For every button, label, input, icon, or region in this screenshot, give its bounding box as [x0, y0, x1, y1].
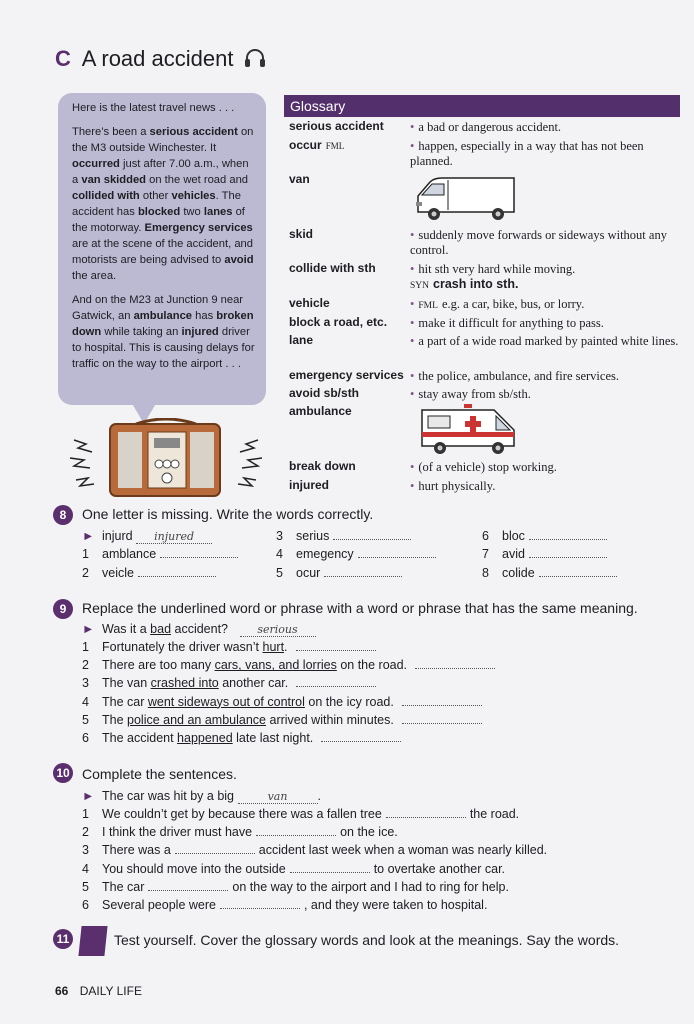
example-answer: injured — [136, 530, 212, 544]
key-term: serious accident — [149, 126, 238, 138]
misspelled-word: colide — [502, 566, 535, 580]
key-term: vehicles — [171, 190, 216, 202]
sentence-text: accident last week when a woman was nearly killed. — [258, 843, 548, 858]
exercise-item — [82, 825, 398, 839]
glossary-term — [289, 404, 352, 418]
answer-blank — [160, 547, 238, 558]
item-number: 5 — [276, 566, 283, 580]
item-number: 6 — [482, 529, 489, 543]
exercise-item — [276, 547, 436, 561]
sentence-text: I think the driver must have — [102, 825, 253, 840]
glossary-term-text: vehicle — [289, 296, 330, 310]
definition-text: a bad or dangerous accident. — [418, 120, 562, 134]
sentence-text: another car. — [218, 676, 289, 691]
exercise-item — [276, 529, 411, 543]
sentence-text: There are too many — [102, 658, 215, 673]
news-text-run: . The accident has — [72, 190, 241, 218]
register-label: FML — [325, 141, 345, 151]
key-term: avoid — [224, 254, 254, 266]
sentence-text: The — [102, 712, 128, 727]
bullet: • — [410, 120, 415, 134]
definition-text: suddenly move forwards or sideways without any control. — [410, 228, 667, 257]
exercise-item — [276, 566, 402, 580]
exercise-item — [82, 566, 216, 580]
glossary-term — [289, 478, 329, 492]
answer-blank — [415, 658, 495, 669]
bullet: • — [410, 460, 415, 474]
van-illustration — [414, 172, 520, 224]
news-text-run: while taking an — [101, 326, 182, 338]
exercise-item — [82, 843, 547, 857]
item-number: 2 — [82, 566, 89, 580]
underlined-phrase: hurt — [262, 640, 285, 654]
key-term: collided with — [72, 190, 140, 202]
sentence-text: arrived within minutes. — [266, 712, 394, 727]
answer-blank — [290, 862, 370, 873]
item-number: 4 — [82, 861, 89, 876]
exercise-9-example: ► Was it a bad accident? serious — [82, 622, 316, 637]
underlined-phrase: went sideways out of control — [147, 694, 305, 709]
key-term: injured — [181, 326, 219, 338]
exercise-item — [82, 862, 505, 876]
glossary-definition — [410, 460, 682, 475]
exercise-item — [82, 807, 519, 821]
sentence-text: on the ice. — [340, 825, 398, 840]
exercise-item — [482, 547, 607, 561]
sentence-text: We couldn’t get by because there was a fallen tree — [102, 807, 382, 821]
glossary-term — [289, 261, 376, 275]
notebook-icon — [78, 926, 107, 956]
definition-text: hit sth very hard while moving. — [418, 262, 576, 276]
answer-blank — [220, 898, 300, 909]
underlined-phrase: bad — [150, 622, 172, 636]
definition-text: stay away from sb/sth. — [418, 387, 531, 401]
item-number: 8 — [482, 566, 489, 580]
exercise-8-example: ► injurd injured — [82, 529, 212, 544]
answer-blank — [402, 713, 482, 724]
sentence-text: The accident — [102, 731, 178, 745]
glossary-term — [289, 227, 313, 241]
news-text-run: just after 7.00 a.m., when a — [72, 158, 249, 186]
register-label: FML — [418, 301, 438, 311]
item-number: 3 — [82, 843, 89, 858]
glossary-heading: Glossary — [284, 95, 680, 117]
definition-text: e.g. a car, bike, bus, or lorry. — [441, 297, 585, 311]
radio-illustration — [66, 418, 266, 500]
glossary-term — [289, 315, 387, 329]
item-number: 3 — [82, 676, 89, 691]
answer-blank — [321, 731, 401, 742]
glossary-term-text: injured — [289, 478, 330, 492]
exercise-item — [482, 566, 617, 580]
sentence-text: to overtake another car. — [373, 861, 506, 876]
key-term: blocked — [137, 206, 181, 218]
exercise-8-instruction: One letter is missing. Write the words correctly. — [82, 506, 374, 522]
synonym-label: SYN — [410, 281, 430, 291]
sentence-text: You should move into the outside — [102, 861, 286, 876]
answer-blank — [256, 825, 336, 836]
glossary-definition — [410, 297, 682, 314]
exercise-10-number: 10 — [53, 763, 73, 783]
answer-blank — [358, 547, 436, 558]
glossary-term-text: skid — [289, 227, 314, 241]
glossary-definition — [410, 139, 682, 169]
glossary-definition — [410, 120, 682, 135]
glossary-term-text: occur — [289, 138, 322, 152]
exercise-item — [82, 676, 376, 690]
key-term: occurred — [72, 158, 120, 170]
exercise-9-number: 9 — [53, 599, 73, 619]
item-number: 1 — [82, 547, 89, 561]
news-paragraph-2 — [72, 292, 256, 372]
item-number: 4 — [82, 694, 89, 709]
bullet: • — [410, 369, 415, 383]
glossary-definition — [410, 334, 682, 349]
bullet: • — [410, 316, 415, 330]
news-text-run: of the motorway. — [72, 206, 245, 234]
bullet: • — [410, 139, 415, 153]
exercise-item — [82, 658, 495, 672]
sentence-text: The car — [102, 694, 148, 709]
headphones-icon — [244, 48, 266, 68]
exercise-item — [82, 713, 482, 727]
bullet: • — [410, 262, 415, 276]
glossary-definition — [410, 479, 682, 494]
answer-blank — [529, 529, 607, 540]
news-paragraph-1 — [72, 124, 256, 284]
glossary-definition — [410, 262, 682, 294]
bullet: • — [410, 228, 415, 242]
news-text-run: on the M3 outside Winchester. It — [72, 126, 254, 154]
answer-blank — [386, 807, 466, 818]
exercise-item — [482, 529, 607, 543]
exercise-item — [82, 695, 482, 709]
exercise-item — [82, 640, 376, 654]
page-number: 66 — [55, 984, 69, 998]
misspelled-word: veicle — [102, 566, 134, 580]
definition-text: hurt physically. — [418, 479, 496, 493]
news-text-run: driver to hospital. This is causing delays for traffic on the way to the airport . . . — [72, 326, 255, 370]
misspelled-word: bloc — [502, 529, 525, 543]
answer-blank — [296, 676, 376, 687]
glossary-definition — [410, 369, 682, 384]
answer-blank — [296, 640, 376, 651]
exercise-10-instruction: Complete the sentences. — [82, 766, 237, 782]
section-letter: C — [55, 46, 71, 71]
answer-blank — [138, 566, 216, 577]
glossary-term — [289, 296, 330, 310]
glossary-term — [289, 172, 310, 186]
glossary-term-text: van — [289, 172, 310, 186]
glossary-term-text: serious accident — [289, 119, 384, 133]
exercise-8-number: 8 — [53, 505, 73, 525]
underlined-phrase: police and an ambulance — [127, 712, 267, 727]
bullet: • — [410, 334, 415, 348]
sentence-text: on the road. — [336, 658, 408, 673]
sentence-text: on the way to the airport and I had to ring for help. — [232, 879, 509, 894]
glossary-term — [289, 138, 344, 152]
item-number: 7 — [482, 547, 489, 561]
news-text-run: on the wet road and — [146, 174, 249, 186]
item-number: 2 — [82, 658, 89, 673]
answer-blank — [333, 529, 411, 540]
misspelled-word: serius — [296, 529, 330, 543]
exercise-10-example: ► The car was hit by a big van . — [82, 789, 321, 803]
exercise-11-number: 11 — [53, 929, 73, 949]
item-number: 1 — [82, 640, 89, 654]
news-text-run: the area. — [72, 270, 117, 282]
synonym-text: crash into sth. — [433, 277, 519, 291]
answer-blank — [539, 566, 617, 577]
definition-text: the police, ambulance, and fire services. — [418, 369, 619, 383]
item-number: 5 — [82, 879, 89, 894]
section-title-text: A road accident — [81, 46, 234, 71]
item-number: 5 — [82, 712, 89, 727]
sentence-text: , and they were taken to hospital. — [303, 898, 488, 912]
misspelled-word: emegency — [296, 547, 354, 561]
example-answer: serious — [240, 623, 316, 637]
item-number: 6 — [82, 731, 89, 745]
glossary-term-text: emergency services — [289, 368, 404, 382]
glossary-definition — [410, 228, 682, 258]
key-term: lanes — [203, 206, 233, 218]
exercise-9-instruction: Replace the underlined word or phrase with a word or phrase that has the same meaning. — [82, 600, 638, 616]
glossary-term-text: ambulance — [289, 404, 352, 418]
item-number: 2 — [82, 825, 89, 840]
answer-blank — [324, 566, 402, 577]
underlined-phrase: happened — [177, 731, 233, 745]
bullet: • — [410, 387, 415, 401]
underlined-phrase: cars, vans, and lorries — [214, 658, 337, 673]
misspelled-word: avid — [502, 547, 525, 561]
item-number: 1 — [82, 807, 89, 821]
news-text-run: There’s been a — [72, 126, 150, 138]
news-text-run: are at the scene of the accident, and motorists are being advised to — [72, 238, 253, 266]
item-number: 6 — [82, 898, 89, 912]
bullet: • — [410, 479, 415, 493]
news-text-run: two — [180, 206, 204, 218]
underlined-phrase: crashed into — [150, 676, 219, 691]
glossary-term-text: break down — [289, 459, 356, 473]
glossary-term-text: collide with sth — [289, 261, 376, 275]
misspelled-word: ocur — [296, 566, 321, 580]
bullet: • — [410, 297, 415, 311]
item-number: 3 — [276, 529, 283, 543]
answer-blank — [175, 843, 255, 854]
definition-text: happen, especially in a way that has not been planned. — [410, 139, 644, 168]
section-title — [55, 46, 266, 72]
glossary-term-text: block a road, etc. — [289, 315, 388, 329]
exercise-item — [82, 547, 238, 561]
sentence-text: . — [284, 640, 288, 654]
item-number: 4 — [276, 547, 283, 561]
news-text-run: other — [139, 190, 172, 202]
misspelled-word: amblance — [102, 547, 157, 561]
sentence-text: on the icy road. — [304, 694, 394, 709]
glossary-term — [289, 333, 313, 347]
glossary-term-text: lane — [289, 333, 314, 347]
footer-section: DAILY LIFE — [79, 984, 142, 998]
news-text — [72, 100, 256, 380]
sentence-text: Fortunately the driver wasn’t — [102, 640, 263, 654]
glossary-term — [289, 386, 359, 400]
glossary-definition — [410, 387, 682, 402]
definition-text: (of a vehicle) stop working. — [418, 460, 557, 474]
glossary-definition — [410, 316, 682, 331]
example-answer: van — [238, 790, 318, 804]
definition-text: a part of a wide road marked by painted white lines. — [418, 334, 679, 348]
exercise-item — [82, 731, 401, 745]
sentence-text: late last night. — [232, 731, 314, 745]
answer-blank — [402, 695, 482, 706]
sentence-text: The van — [102, 676, 151, 691]
glossary-term — [289, 119, 384, 133]
glossary-term — [289, 459, 356, 473]
exercise-item — [82, 880, 509, 894]
news-text-run: And on the M23 at Junction 9 near Gatwick, an — [72, 294, 244, 322]
definition-text: make it difficult for anything to pass. — [418, 316, 604, 330]
answer-blank — [148, 880, 228, 891]
ambulance-illustration — [418, 402, 520, 458]
example-word: injurd — [102, 529, 133, 543]
sentence-text: Several people were — [102, 898, 216, 912]
news-intro: Here is the latest travel news . . . — [72, 102, 235, 114]
answer-blank — [529, 547, 607, 558]
glossary-term — [289, 368, 404, 382]
key-term: van skidded — [81, 174, 147, 186]
sentence-text: There was a — [102, 843, 171, 858]
key-term: ambulance — [133, 310, 193, 322]
page-footer — [55, 984, 142, 998]
exercise-11-instruction: Test yourself. Cover the glossary words and look at the meanings. Say the words. — [114, 932, 620, 948]
news-text-run: has — [192, 310, 217, 322]
sentence-text: The car — [102, 879, 145, 894]
exercise-item — [82, 898, 487, 912]
glossary-term-text: avoid sb/sth — [289, 386, 360, 400]
sentence-text: the road. — [469, 807, 520, 821]
key-term: broken down — [72, 310, 254, 338]
key-term: Emergency services — [144, 222, 253, 234]
